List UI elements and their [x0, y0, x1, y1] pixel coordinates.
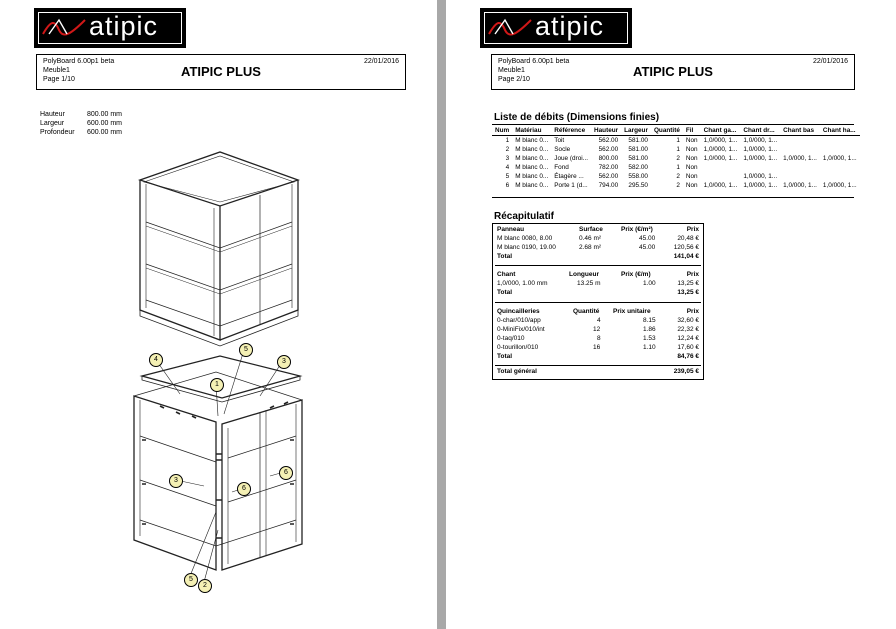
column-header: Matériau — [515, 126, 542, 134]
table-cell: Toit — [554, 137, 565, 144]
column-header: Chant ga... — [703, 126, 737, 134]
table-cell: 1,0/000, 1... — [743, 173, 778, 180]
table-cell — [820, 163, 860, 172]
page-title: ATIPIC PLUS — [633, 64, 713, 79]
table-cell — [701, 163, 741, 172]
table-row — [492, 136, 860, 146]
callout-marker: 6 — [237, 482, 251, 496]
table-cell — [820, 145, 860, 154]
table-cell: Non — [685, 164, 698, 171]
table-cell: M blanc 0... — [515, 137, 549, 144]
furniture-label: Meuble1 — [498, 67, 525, 74]
table-cell: M blanc 0... — [515, 164, 549, 171]
page-2 — [446, 0, 896, 629]
table-row — [492, 172, 860, 181]
table-cell: Étagère ... — [554, 173, 584, 180]
column-header: Chant dr... — [743, 126, 775, 134]
table-row — [492, 181, 860, 190]
table-cell: 1,0/000, 1... — [703, 182, 738, 189]
table-cell — [780, 172, 820, 181]
callout-marker: 5 — [184, 573, 198, 587]
page-gutter — [437, 0, 446, 629]
table-cell: 581.00 — [628, 155, 648, 162]
divider — [495, 302, 701, 303]
hardware-row: 0-taq/010 8 1.53 12,24 € — [497, 335, 699, 342]
table-cell: 558.00 — [628, 173, 648, 180]
date-label: 22/01/2016 — [363, 58, 399, 65]
divider — [492, 197, 854, 198]
table-cell: 1 — [676, 146, 680, 153]
column-header: Hauteur — [594, 126, 619, 134]
date-label: 22/01/2016 — [812, 58, 848, 65]
table-cell: Joue (droi... — [554, 155, 588, 162]
hardware-header-row: Quincailleries Quantité Prix unitaire Prix — [497, 308, 699, 315]
cut-list-table — [492, 125, 857, 190]
logo-mark-icon — [487, 16, 533, 38]
table-cell: 1,0/000, 1... — [703, 137, 738, 144]
table-cell: 1,0/000, 1... — [743, 146, 778, 153]
table-cell: 1,0/000, 1... — [822, 182, 857, 189]
page-header — [36, 54, 406, 90]
column-header: Fil — [685, 126, 694, 134]
table-cell: 1,0/000, 1... — [743, 155, 778, 162]
dimension-row: Hauteur 800.00 mm — [40, 111, 123, 118]
table-cell: 2 — [676, 182, 680, 189]
page-header — [491, 54, 855, 90]
table-header-row — [492, 125, 860, 136]
page-1 — [0, 0, 437, 629]
column-header: Largeur — [624, 126, 648, 134]
table-cell: 4 — [505, 164, 510, 171]
table-cell: 295.50 — [628, 182, 648, 189]
table-cell: 3 — [505, 155, 510, 162]
column-header: Num — [495, 126, 510, 134]
software-label: PolyBoard 6.00p1 beta — [498, 58, 570, 65]
table-cell: 2 — [505, 146, 510, 153]
table-cell: Porte 1 (d... — [554, 182, 588, 189]
table-cell: 1,0/000, 1... — [743, 182, 778, 189]
logo-mark-icon — [41, 16, 87, 38]
table-cell: 582.00 — [628, 164, 648, 171]
table-cell — [780, 145, 820, 154]
panel-total-row: Total 141,04 € — [497, 253, 699, 260]
edge-header-row: Chant Longueur Prix (€/m) Prix — [497, 271, 699, 278]
logo-text: atipic — [535, 11, 605, 41]
table-cell — [820, 172, 860, 181]
table-cell: 1,0/000, 1... — [822, 155, 857, 162]
atipic-logo — [480, 8, 632, 48]
table-cell: Socle — [554, 146, 571, 153]
callout-marker: 6 — [279, 466, 293, 480]
table-cell: Non — [685, 182, 698, 189]
column-header: Quantité — [653, 126, 680, 134]
panel-row: M blanc 0080, 8.00 0.46 m² 45.00 20,48 € — [497, 235, 699, 242]
grand-total-row: Total général 239,05 € — [497, 368, 699, 375]
table-cell: 782.00 — [598, 164, 619, 171]
dimension-row: Largeur 600.00 mm — [40, 120, 123, 127]
table-cell: M blanc 0... — [515, 155, 549, 162]
table-cell — [820, 136, 860, 146]
table-row — [492, 154, 860, 163]
column-header: Référence — [554, 126, 586, 134]
dimension-row: Profondeur 600.00 mm — [40, 129, 123, 136]
edge-row: 1,0/000, 1.00 mm 13.25 m 1.00 13,25 € — [497, 280, 699, 287]
callout-marker: 5 — [239, 343, 253, 357]
table-cell: M blanc 0... — [515, 173, 549, 180]
table-cell: M blanc 0... — [515, 182, 549, 189]
table-cell: Fond — [554, 164, 569, 171]
hardware-total-row: Total 84,76 € — [497, 353, 699, 360]
table-cell: 1,0/000, 1... — [703, 155, 738, 162]
callout-marker: 3 — [277, 355, 291, 369]
table-cell — [780, 163, 820, 172]
table-cell: 794.00 — [598, 182, 619, 189]
table-cell: 2 — [676, 155, 680, 162]
table-row — [492, 145, 860, 154]
table-cell — [780, 136, 820, 146]
table-cell — [701, 172, 741, 181]
table-cell: 581.00 — [628, 146, 648, 153]
summary-box — [492, 223, 704, 380]
page-title: ATIPIC PLUS — [181, 64, 261, 79]
table-cell: 1,0/000, 1... — [743, 137, 778, 144]
table-cell: Non — [685, 155, 698, 162]
furniture-label: Meuble1 — [43, 67, 70, 74]
table-cell: 1,0/000, 1... — [703, 146, 738, 153]
table-cell: 2 — [676, 173, 680, 180]
table-cell: 562.00 — [598, 173, 619, 180]
callout-marker: 4 — [149, 353, 163, 367]
table-cell: 1 — [676, 137, 680, 144]
table-cell: 581.00 — [628, 137, 648, 144]
table-cell: 1 — [505, 137, 510, 144]
table-cell: 800.00 — [598, 155, 619, 162]
column-header: Chant ha... — [822, 126, 856, 134]
divider — [495, 265, 701, 266]
table-cell: 562.00 — [598, 137, 619, 144]
panel-row: M blanc 0190, 19.00 2.68 m² 45.00 120,56 € — [497, 244, 699, 251]
hardware-row: 0-tourillon/010 16 1.10 17,60 € — [497, 344, 699, 351]
table-cell: 1,0/000, 1... — [783, 155, 817, 162]
table-cell — [740, 163, 780, 172]
callout-marker: 3 — [169, 474, 183, 488]
callout-marker: 1 — [210, 378, 224, 392]
table-cell: 562.00 — [598, 146, 619, 153]
summary-title: Récapitulatif — [494, 211, 555, 222]
panel-header-row: Panneau Surface Prix (€/m²) Prix — [497, 226, 699, 233]
table-cell: Non — [685, 146, 698, 153]
edge-total-row: Total 13,25 € — [497, 289, 699, 296]
dimensions-list — [40, 110, 122, 137]
hardware-row: 0-char/010/app 4 8.15 32,60 € — [497, 317, 699, 324]
logo-text: atipic — [89, 11, 159, 41]
callout-marker: 2 — [198, 579, 212, 593]
software-label: PolyBoard 6.00p1 beta — [43, 58, 115, 65]
page-number: Page 2/10 — [498, 76, 530, 83]
cut-list-title: Liste de débits (Dimensions finies) — [494, 112, 660, 123]
table-cell: Non — [685, 173, 698, 180]
table-cell: Non — [685, 137, 698, 144]
table-row — [492, 163, 860, 172]
table-cell: M blanc 0... — [515, 146, 549, 153]
atipic-logo — [34, 8, 186, 48]
divider — [495, 365, 701, 366]
table-cell: 6 — [505, 182, 510, 189]
table-cell: 1,0/000, 1... — [783, 182, 817, 189]
hardware-row: 0-MiniFix/010/int 12 1.86 22,32 € — [497, 326, 699, 333]
table-cell: 5 — [505, 173, 510, 180]
table-cell: 1 — [676, 164, 680, 171]
page-number: Page 1/10 — [43, 76, 75, 83]
column-header: Chant bas — [783, 126, 815, 134]
